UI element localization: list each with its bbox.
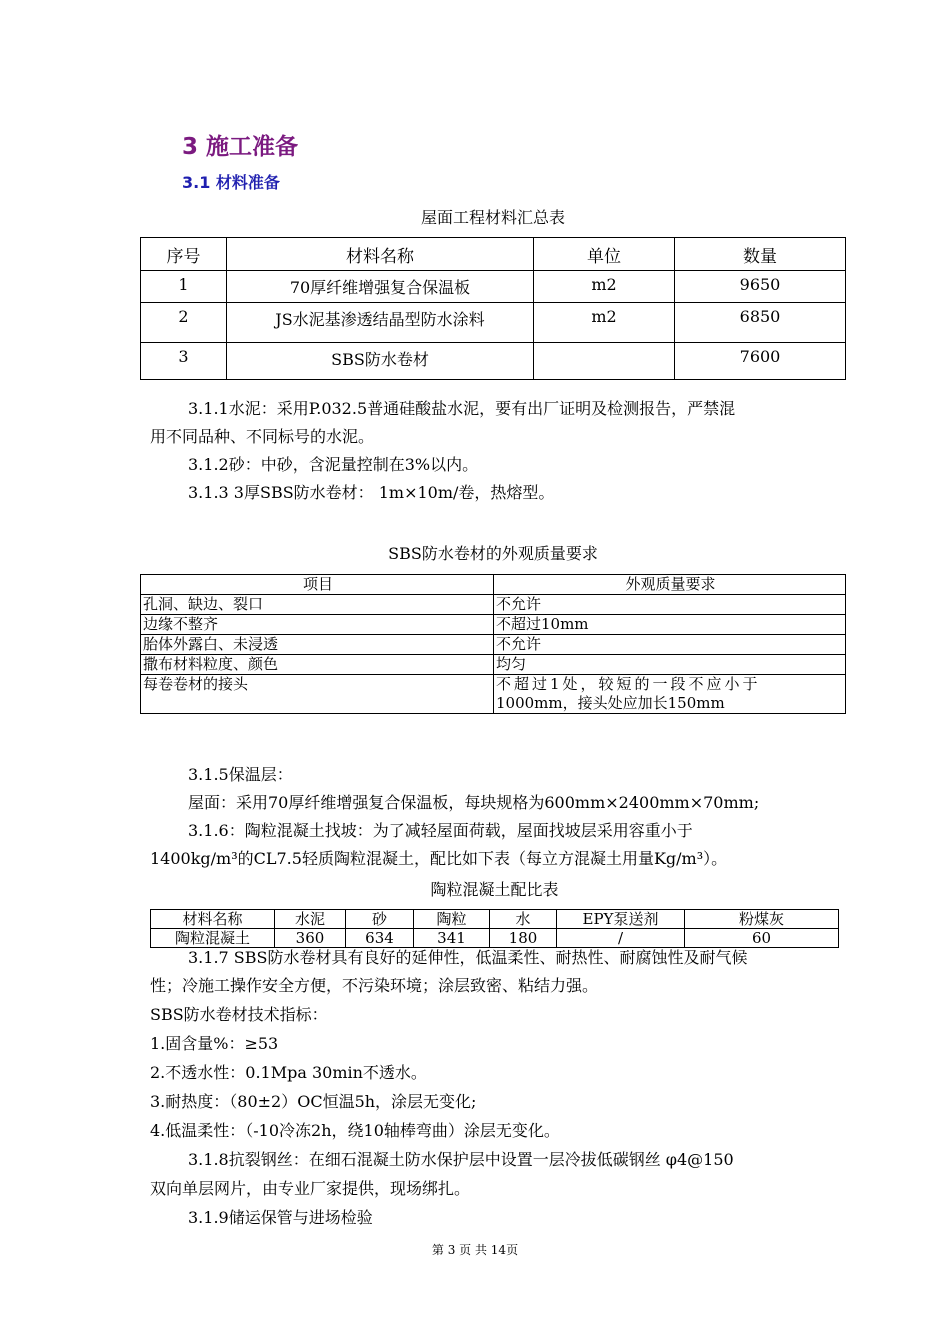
- paragraph-3-1-1: 3.1.1水泥：采用P.032.5普通硅酸盐水泥，要有出厂证明及检测报告，严禁混: [188, 399, 736, 418]
- table-cell: 3: [141, 343, 227, 380]
- paragraph-3-1-5: 3.1.5保温层：: [188, 765, 293, 784]
- table-cell: [534, 343, 675, 380]
- paragraph-3-1-9: 3.1.9储运保管与进场检验: [188, 1208, 373, 1227]
- header-cell: 外观质量要求: [494, 575, 846, 595]
- table1-caption: 屋面工程材料汇总表: [420, 208, 565, 227]
- table-cell: 不超过10mm: [494, 615, 846, 635]
- table-cell: 每卷卷材的接头: [141, 675, 494, 714]
- table-cell: /: [557, 929, 685, 948]
- paragraph-3-1-8-cont: 双向单层网片，由专业厂家提供，现场绑扎。: [150, 1179, 471, 1198]
- table-cell: 9650: [675, 271, 846, 303]
- table-header-row: [151, 910, 839, 929]
- table-cell: 341: [414, 929, 490, 948]
- table-cell: 6850: [675, 303, 846, 343]
- table-cell: 60: [685, 929, 839, 948]
- table-cell: 70厚纤维增强复合保温板: [227, 271, 534, 303]
- table-cell: [494, 675, 846, 714]
- table-row: [141, 675, 846, 714]
- section-heading: 3 施工准备: [182, 134, 299, 160]
- quality-requirements-table: [140, 574, 846, 714]
- table-cell: 不允许: [494, 635, 846, 655]
- table-row: [141, 595, 846, 615]
- table-row: [141, 343, 846, 380]
- table-row: [141, 271, 846, 303]
- paragraph-3-1-7-cont: 性；冷施工操作安全方便，不污染环境；涂层致密、粘结力强。: [150, 976, 599, 995]
- subsection-heading: 3.1 材料准备: [182, 173, 280, 192]
- spec-item: 2.不透水性：0.1Mpa 30min不透水。: [150, 1063, 427, 1082]
- table-header-row: [141, 238, 846, 271]
- cell-line: 1000mm，接头处应加长150mm: [496, 694, 725, 712]
- table-cell: SBS防水卷材: [227, 343, 534, 380]
- header-cell: 数量: [675, 238, 846, 271]
- table-cell: 陶粒混凝土: [151, 929, 275, 948]
- header-cell: 砂: [346, 910, 414, 929]
- header-cell: 水泥: [275, 910, 346, 929]
- header-cell: 材料名称: [151, 910, 275, 929]
- paragraph-3-1-6: 3.1.6：陶粒混凝土找坡：为了减轻屋面荷载，屋面找坡层采用容重小于: [188, 821, 693, 840]
- mix-ratio-table: [150, 909, 839, 948]
- table-cell: 撒布材料粒度、颜色: [141, 655, 494, 675]
- table2-caption: SBS防水卷材的外观质量要求: [388, 544, 598, 563]
- table-cell: m2: [534, 303, 675, 343]
- paragraph-3-1-7: 3.1.7 SBS防水卷材具有良好的延伸性，低温柔性、耐热性、耐腐蚀性及耐气候: [188, 948, 748, 967]
- header-cell: 水: [490, 910, 557, 929]
- table-cell: 2: [141, 303, 227, 343]
- page-footer: 第 3 页 共 14页: [431, 1243, 519, 1257]
- table-cell: 1: [141, 271, 227, 303]
- table-cell: m2: [534, 271, 675, 303]
- table-cell: 孔洞、缺边、裂口: [141, 595, 494, 615]
- table-cell: JS水泥基渗透结晶型防水涂料: [227, 303, 534, 343]
- table-cell: 胎体外露白、未浸透: [141, 635, 494, 655]
- paragraph-3-1-5-detail: 屋面：采用70厚纤维增强复合保温板，每块规格为600mm×2400mm×70mm;: [188, 793, 760, 812]
- paragraph-3-1-6-cont: 1400kg/m³的CL7.5轻质陶粒混凝土，配比如下表（每立方混凝土用量Kg/m³）。: [150, 849, 728, 868]
- spec-title: SBS防水卷材技术指标：: [150, 1005, 328, 1024]
- table-row: [141, 655, 846, 675]
- header-cell: EPY泵送剂: [557, 910, 685, 929]
- spec-item: 4.低温柔性：（-10冷冻2h，绕10轴棒弯曲）涂层无变化。: [150, 1121, 560, 1140]
- table-cell: 180: [490, 929, 557, 948]
- header-cell: 陶粒: [414, 910, 490, 929]
- header-cell: 单位: [534, 238, 675, 271]
- paragraph-3-1-8: 3.1.8抗裂钢丝：在细石混凝土防水保护层中设置一层冷拔低碳钢丝 φ4@150: [188, 1150, 734, 1169]
- materials-summary-table: [140, 237, 846, 380]
- table-header-row: [141, 575, 846, 595]
- paragraph-3-1-2: 3.1.2砂：中砂，含泥量控制在3%以内。: [188, 455, 479, 474]
- table-row: [141, 635, 846, 655]
- spec-item: 3.耐热度：（80±2）OC恒温5h，涂层无变化;: [150, 1092, 477, 1111]
- table3-caption: 陶粒混凝土配比表: [430, 880, 559, 899]
- header-cell: 序号: [141, 238, 227, 271]
- cell-line: 不超过1处，较短的一段不应小于: [496, 675, 761, 693]
- table-cell: 均匀: [494, 655, 846, 675]
- table-cell: 7600: [675, 343, 846, 380]
- table-cell: 360: [275, 929, 346, 948]
- header-cell: 材料名称: [227, 238, 534, 271]
- table-row: [141, 303, 846, 343]
- spec-item: 1.固含量%：≥53: [150, 1034, 279, 1053]
- table-row: [141, 615, 846, 635]
- table-cell: 边缘不整齐: [141, 615, 494, 635]
- header-cell: 粉煤灰: [685, 910, 839, 929]
- header-cell: 项目: [141, 575, 494, 595]
- table-cell: 634: [346, 929, 414, 948]
- table-cell: 不允许: [494, 595, 846, 615]
- paragraph-3-1-3: 3.1.3 3厚SBS防水卷材： 1m×10m/卷，热熔型。: [188, 483, 555, 502]
- paragraph-3-1-1-cont: 用不同品种、不同标号的水泥。: [150, 427, 375, 446]
